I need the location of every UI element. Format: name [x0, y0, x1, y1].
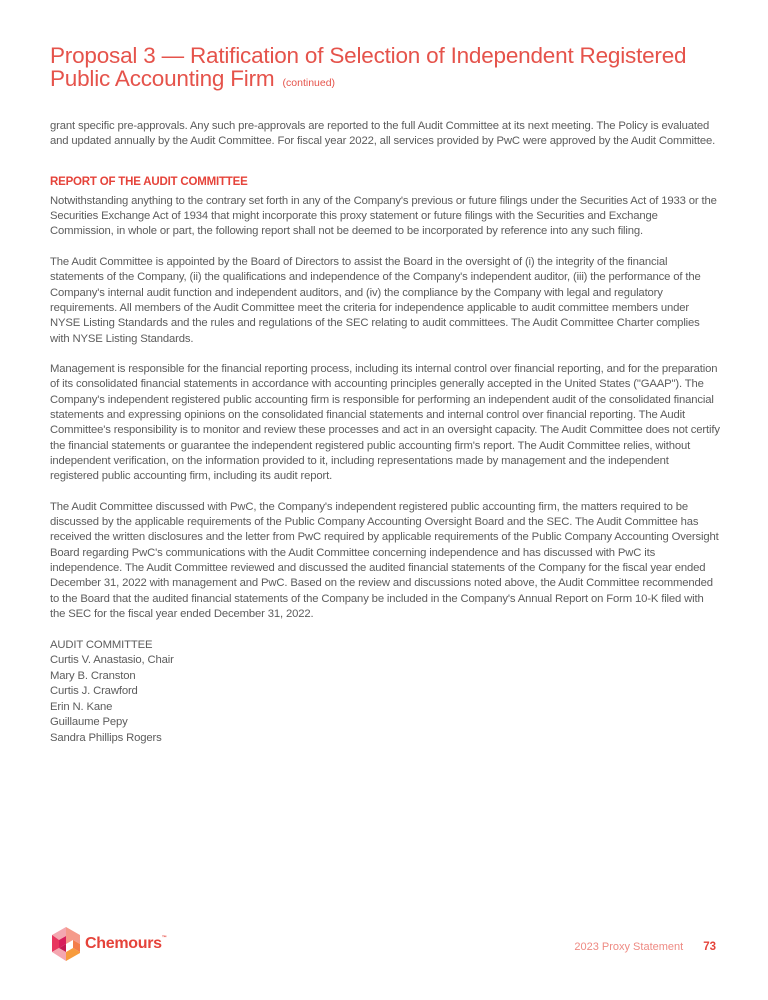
logo-text: Chemours [85, 935, 162, 952]
committee-member: Erin N. Kane [50, 700, 113, 713]
page-title-text: Proposal 3 — Ratification of Selection of Independent Registered Public Accounting Firm [50, 43, 687, 91]
report-paragraph-4: The Audit Committee discussed with PwC, the Company's independent registered public accounting firm, the matters required to be discussed by the applicable requirements of the Public Company Accounting Oversight Board and the SEC. The Audit Committee has received the written disclosures and the letter from PwC required by applicable requirements of the Public Company Accounting Oversight Board regarding PwC's communications with the Audit Committee concerning independence and has discussed with PwC its independence. The Audit Committee reviewed and discussed the audited financial statements of the Company for the fiscal year ended December 31, 2022 with management and PwC. Based on the review and discussions noted above, the Audit Committee recommended to the Board that the audited financial statements of the Company be included in the Company's Annual Report on Form 10-K filed with the SEC for the fiscal year ended December 31, 2022. [50, 500, 719, 620]
committee-name: AUDIT COMMITTEE [50, 638, 153, 651]
committee-member: Curtis V. Anastasio, Chair [50, 654, 174, 666]
committee-member: Guillaume Pepy [50, 716, 128, 728]
trademark-symbol: ™ [161, 935, 167, 941]
chemours-logo [51, 927, 166, 961]
intro-paragraph: grant specific pre-approvals. Any such pre-approvals are reported to the full Audit Committee at its next meeting. The Policy is evaluated and updated annually by the Audit Committee. For fiscal year 2022, all services provided by PwC were approved by the Audit Committee. [50, 120, 716, 148]
committee-member: Sandra Phillips Rogers [50, 731, 162, 744]
chemours-logo-icon [51, 927, 81, 961]
committee-member: Mary B. Cranston [50, 669, 136, 682]
document-name: 2023 Proxy Statement [574, 941, 684, 953]
report-paragraph-1: Notwithstanding anything to the contrary set forth in any of the Company's previous or future filings under the Securities Act of 1933 or the Securities Exchange Act of 1934 that might incorporate this proxy statement or future filings with the Securities and Exchange Commission, in whole or part, the following report shall not be deemed to be incorporated by reference into any such filing. [50, 194, 717, 238]
section-heading: REPORT OF THE AUDIT COMMITTEE [50, 175, 248, 188]
signature-block [50, 638, 720, 747]
report-paragraph-3: Management is responsible for the financial reporting process, including its internal control over financial reporting, and for the preparation of its consolidated financial statements in accordance with accounting principles generally accepted in the United States ("GAAP"). The Company's independent registered public accounting firm is responsible for performing an independent audit of the consolidated financial statements and expressing opinions on the consolidated financial statements and internal control over financial reporting. The Audit Committee's responsibility is to monitor and review these processes and act in an oversight capacity. The Audit Committee does not certify the financial statements or guarantee the independent registered public accounting firm's report. The Audit Committee relies, without independent verification, on the information provided to it, including representations made by management and the independent registered public accounting firm, including its audit report. [50, 363, 720, 483]
logo-wordmark [85, 935, 166, 953]
continued-label: (continued) [282, 77, 336, 89]
page-content [50, 119, 720, 746]
page-title [50, 44, 730, 95]
page-number: 73 [703, 941, 716, 953]
committee-member: Curtis J. Crawford [50, 685, 138, 697]
report-paragraph-2: The Audit Committee is appointed by the Board of Directors to assist the Board in the oversight of (i) the integrity of the financial statements of the Company, (ii) the qualifications and independence of the Company's independent auditor, (iii) the performance of the Company's internal audit function and independent auditors, and (iv) the compliance by the Company with legal and regulatory requirements. All members of the Audit Committee meet the criteria for independence applicable to audit committee members under NYSE Listing Standards and the rules and regulations of the SEC relating to audit committees. The Audit Committee Charter complies with NYSE Listing Standards. [50, 256, 701, 345]
page-footer [574, 941, 716, 953]
